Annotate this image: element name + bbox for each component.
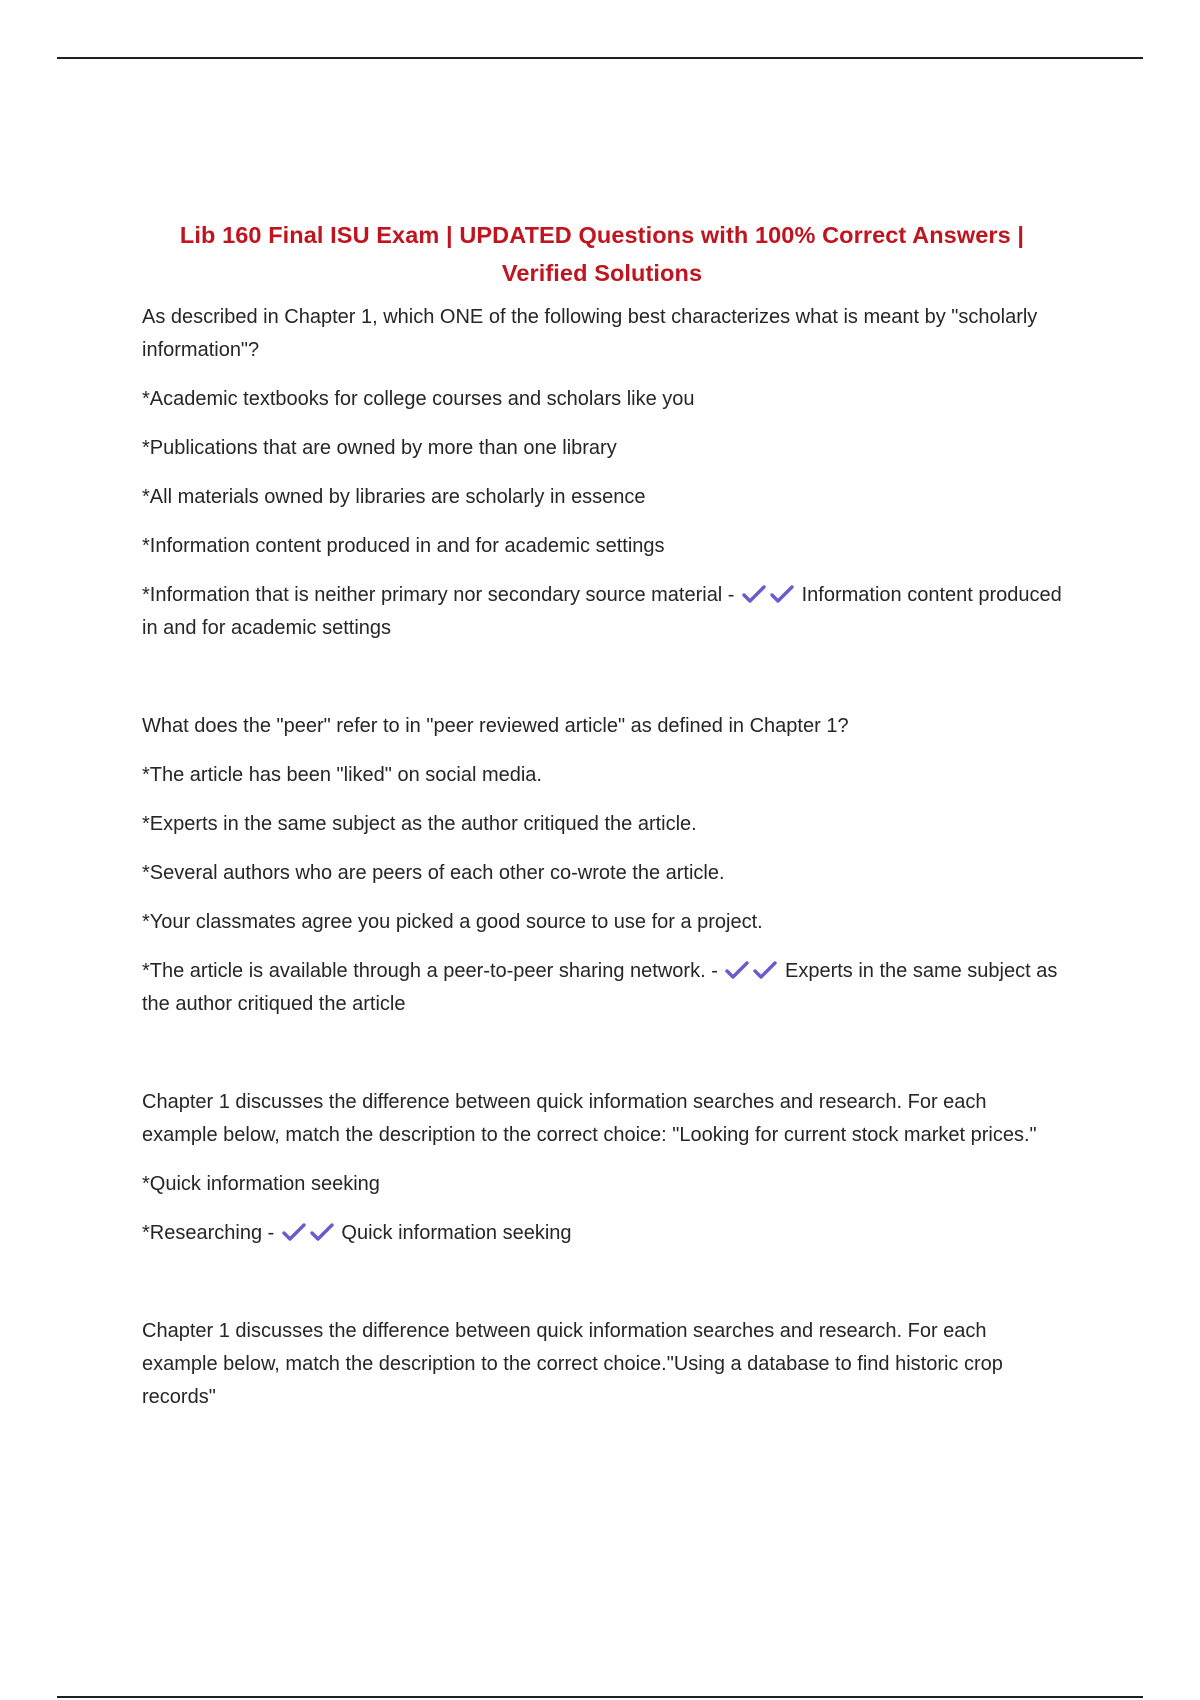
answer-option: *The article has been "liked" on social media. bbox=[142, 764, 542, 786]
question-block-2 bbox=[142, 710, 1062, 1021]
correct-answer: Quick information seeking bbox=[341, 1222, 572, 1244]
check-icon bbox=[308, 1222, 336, 1242]
answer-option: *Academic textbooks for college courses and scholars like you bbox=[142, 388, 695, 410]
answer-line bbox=[142, 1217, 1062, 1250]
answer-option: *Information content produced in and for academic settings bbox=[142, 535, 665, 557]
question-text: Chapter 1 discusses the difference between quick information searches and research. For each example below, match the description to the correct choice: "Looking for current stock market prices." bbox=[142, 1091, 1037, 1146]
answer-option: *The article is available through a peer-to-peer sharing network. - bbox=[142, 960, 718, 982]
answer-option: *Quick information seeking bbox=[142, 1173, 380, 1195]
answer-option: *Experts in the same subject as the author critiqued the article. bbox=[142, 813, 697, 835]
check-icon bbox=[723, 960, 751, 980]
correct-answer: Experts in the same subject as the author critiqued the article bbox=[142, 960, 1058, 1015]
check-icon bbox=[280, 1222, 308, 1242]
question-block-4 bbox=[142, 1315, 1062, 1414]
document-body bbox=[142, 216, 1062, 1479]
correct-answer: Information content produced in and for academic settings bbox=[142, 584, 1062, 639]
answer-option: *Researching - bbox=[142, 1222, 275, 1244]
answer-line bbox=[142, 955, 1062, 1021]
answer-option: *Your classmates agree you picked a good source to use for a project. bbox=[142, 911, 763, 933]
question-block-1 bbox=[142, 301, 1062, 645]
check-icon bbox=[751, 960, 779, 980]
document-title: Lib 160 Final ISU Exam | UPDATED Questions with 100% Correct Answers | Verified Solutions bbox=[179, 222, 1025, 286]
check-icon bbox=[768, 584, 796, 604]
question-text: As described in Chapter 1, which ONE of the following best characterizes what is meant by "scholarly information"? bbox=[142, 306, 1038, 361]
question-text: Chapter 1 discusses the difference between quick information searches and research. For each example below, match the description to the correct choice."Using a database to find historic crop records" bbox=[142, 1320, 1003, 1408]
bottom-rule bbox=[57, 1696, 1143, 1698]
answer-line bbox=[142, 579, 1062, 645]
answer-option: *Information that is neither primary nor secondary source material - bbox=[142, 584, 735, 606]
answer-option: *Several authors who are peers of each other co-wrote the article. bbox=[142, 862, 725, 884]
question-block-3 bbox=[142, 1086, 1062, 1250]
answer-option: *Publications that are owned by more than one library bbox=[142, 437, 617, 459]
question-text: What does the "peer" refer to in "peer reviewed article" as defined in Chapter 1? bbox=[142, 715, 849, 737]
answer-option: *All materials owned by libraries are scholarly in essence bbox=[142, 486, 646, 508]
top-rule bbox=[57, 57, 1143, 59]
check-icon bbox=[740, 584, 768, 604]
